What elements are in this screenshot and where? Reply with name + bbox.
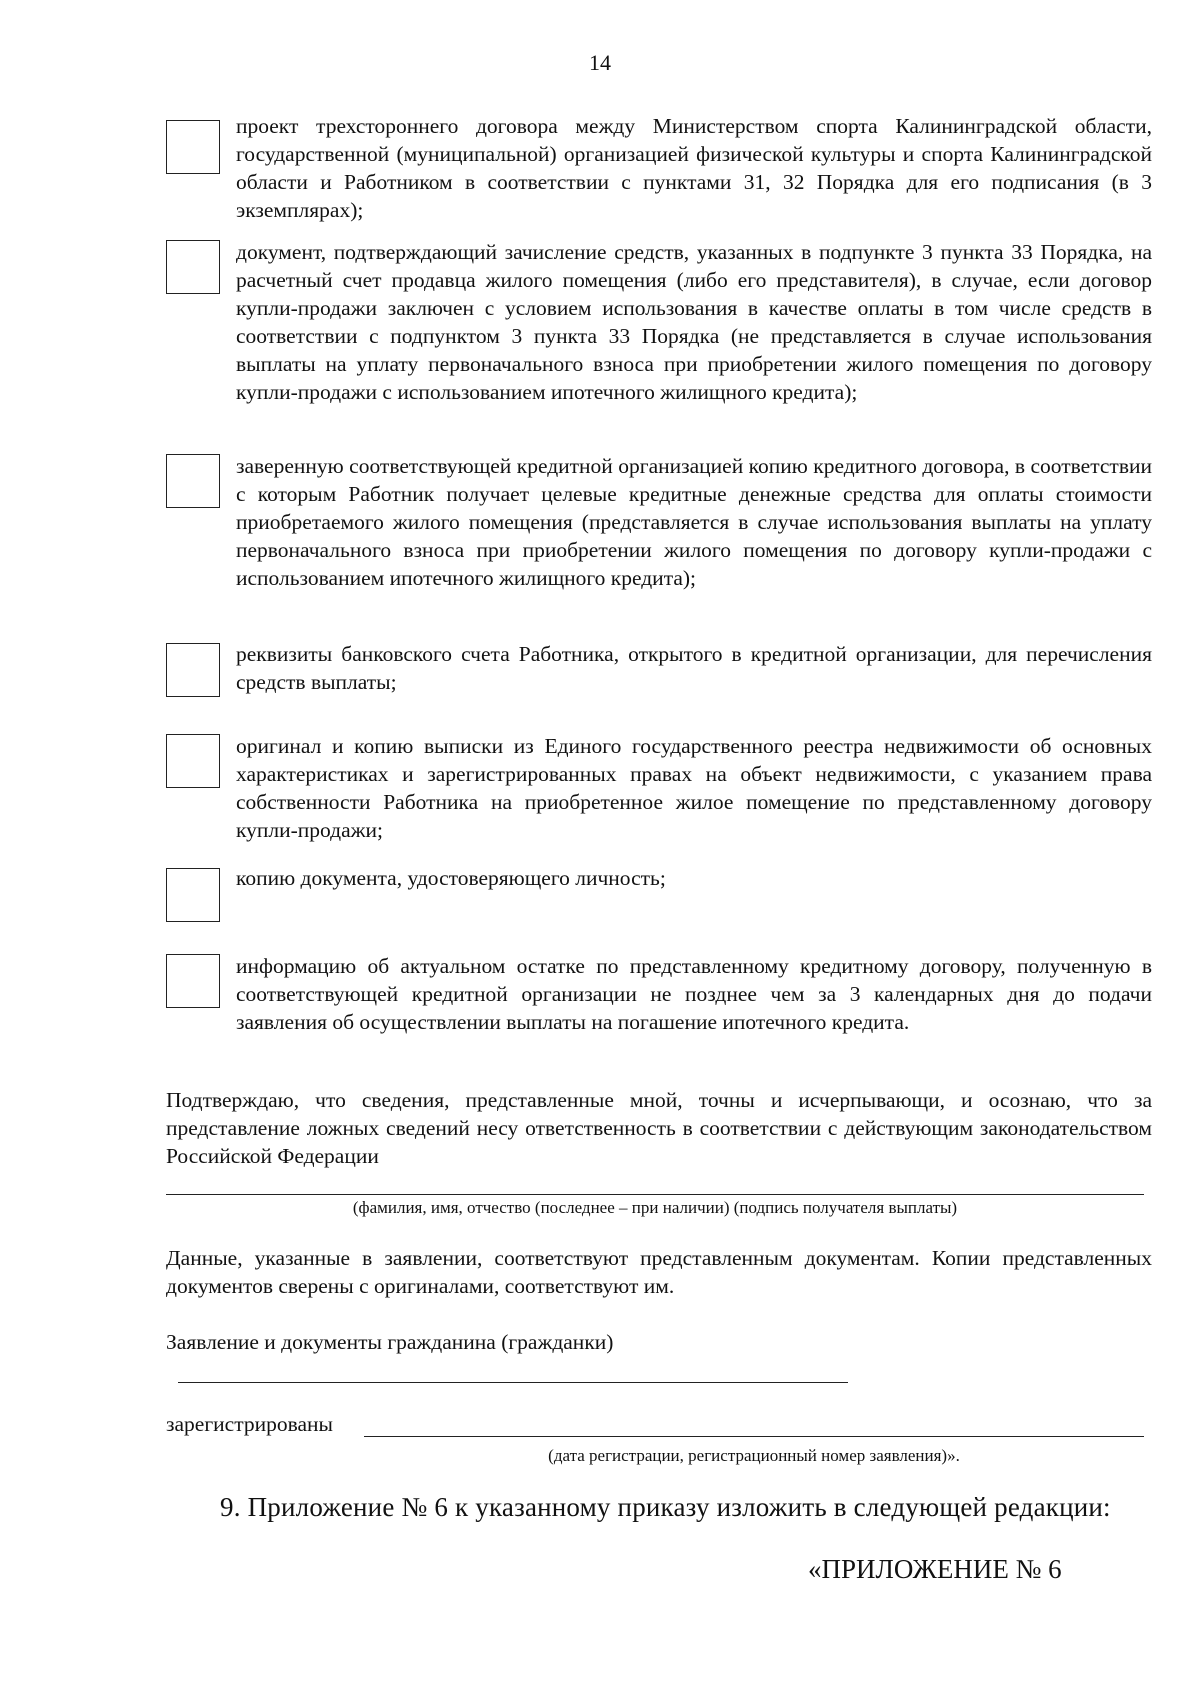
confirmation-text: Подтверждаю, что сведения, представленные мной, точны и исчерпывающи, и осознаю, что за представление ложных сведений несу ответственность в соответствии с действующим законодательством Российской Федерации — [166, 1088, 1152, 1168]
checkbox[interactable] — [166, 954, 220, 1008]
checkbox[interactable] — [166, 120, 220, 174]
clause-9: 9. Приложение № 6 к указанному приказу изложить в следующей редакции: — [220, 1492, 1111, 1522]
signature-caption: (фамилия, имя, отчество (последнее – при наличии) (подпись получателя выплаты) — [352, 1198, 958, 1217]
checkbox[interactable] — [166, 868, 220, 922]
checklist-item-text: документ, подтверждающий зачисление средств, указанных в подпункте 3 пункта 33 Порядка, на расчетный счет продавца жилого помещения (либо его представителя), в случае, если договор купли-продажи заключен с условием использования в качестве оплаты в том числе средств в соответствии с подпунктом 3 пункта 33 Порядка (не представляется в случае использования выплаты на уплату первоначального взноса при приобретении жилого помещения по договору купли-продажи с использованием ипотечного жилищного кредита); — [236, 240, 1152, 404]
verification-text: Данные, указанные в заявлении, соответствуют представленным документам. Копии представленных документов сверены с оригиналами, соответствуют им. — [166, 1246, 1152, 1298]
registered-label: зарегистрированы — [166, 1412, 333, 1436]
checkbox[interactable] — [166, 643, 220, 697]
checkbox[interactable] — [166, 454, 220, 508]
documents-blank-line[interactable] — [178, 1382, 848, 1383]
appendix-title: «ПРИЛОЖЕНИЕ № 6 — [808, 1554, 1062, 1584]
registration-blank-line[interactable] — [364, 1436, 1144, 1437]
registration-caption: (дата регистрации, регистрационный номер заявления)». — [548, 1446, 960, 1465]
checklist-item-text: оригинал и копию выписки из Единого государственного реестра недвижимости об основных характеристиках и зарегистрированных правах на объект недвижимости, с указанием права собственности Работника на приобретенное жилое помещение по представленному договору купли-продажи; — [236, 734, 1152, 842]
page-number: 14 — [589, 50, 611, 75]
documents-label: Заявление и документы гражданина (гражданки) — [166, 1330, 614, 1354]
checklist-item-text: заверенную соответствующей кредитной организацией копию кредитного договора, в соответствии с которым Работник получает целевые кредитные денежные средства для оплаты стоимости приобретаемого жилого помещения (представляется в случае использования выплаты на уплату первоначального взноса при приобретении жилого помещения по договору купли-продажи с использованием ипотечного жилищного кредита); — [236, 454, 1152, 590]
checkbox[interactable] — [166, 734, 220, 788]
signature-line — [166, 1194, 1144, 1195]
checklist-item-text: копию документа, удостоверяющего личность; — [236, 866, 666, 890]
checklist-item-text: информацию об актуальном остатке по представленному кредитному договору, полученную в соответствующей кредитной организации не позднее чем за 3 календарных дня до подачи заявления об осуществлении выплаты на погашение ипотечного кредита. — [236, 954, 1152, 1034]
checklist-item-text: проект трехстороннего договора между Министерством спорта Калининградской области, государственной (муниципальной) организацией физической культуры и спорта Калининградской области и Работником в соответствии с пунктами 31, 32 Порядка для его подписания (в 3 экземплярах); — [236, 114, 1152, 222]
checklist-item-text: реквизиты банковского счета Работника, открытого в кредитной организации, для перечисления средств выплаты; — [236, 642, 1152, 694]
checkbox[interactable] — [166, 240, 220, 294]
